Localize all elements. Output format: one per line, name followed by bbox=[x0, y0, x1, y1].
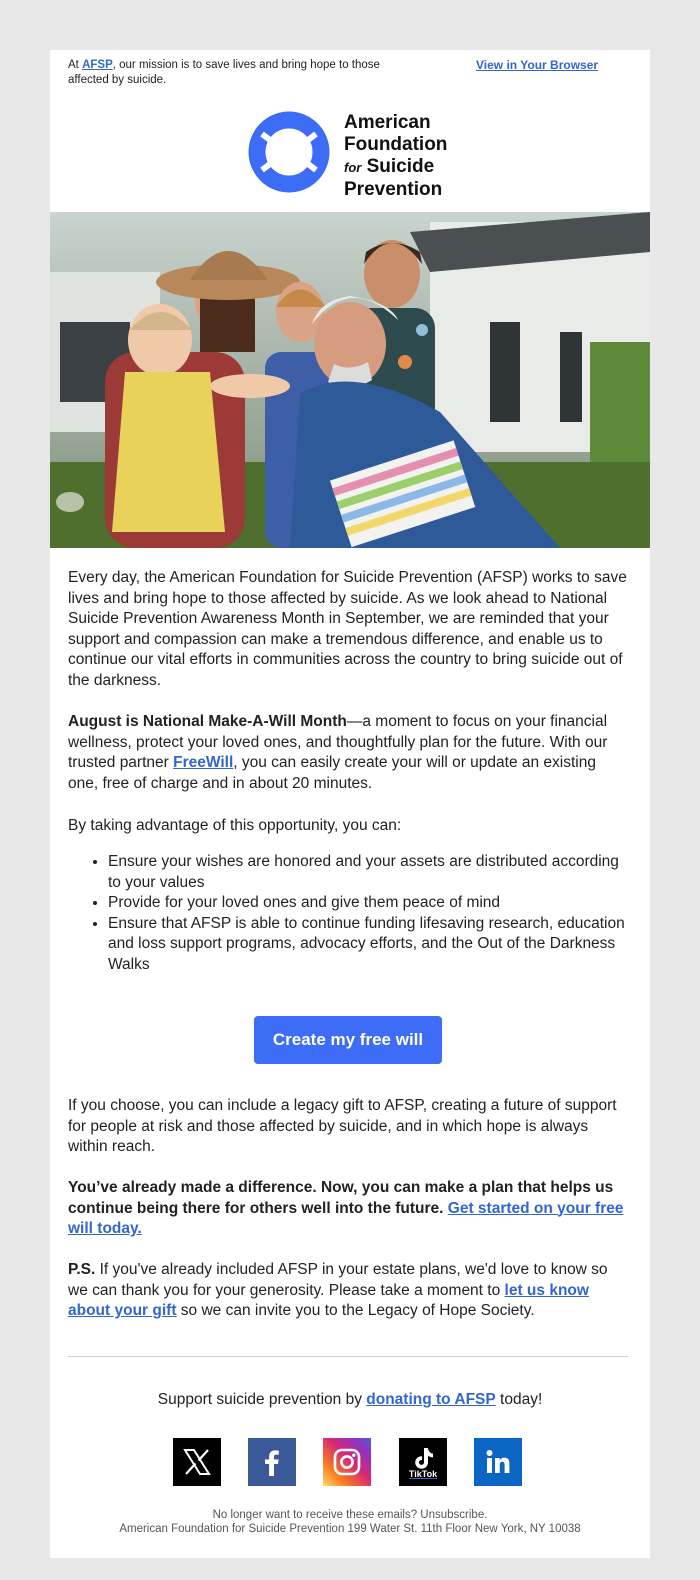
support-line: Support suicide prevention by donating to AFSP today! bbox=[157, 1391, 543, 1408]
family-photo bbox=[50, 212, 650, 548]
list-item: • Ensure your wishes are honored and your assets are distributed according to your values bbox=[108, 852, 628, 893]
benefits-list bbox=[68, 852, 628, 975]
make-a-will-paragraph: August is National Make-A-Will Month—a moment to focus on your financial wellness, protect your loved ones, and thoughtfully plan for the future. With our trusted partner FreeWill, you can easily create your will or update an existing one, free of charge and in about 20 minutes. bbox=[68, 713, 608, 792]
tiktok-icon[interactable] bbox=[399, 1438, 447, 1486]
mailing-address: American Foundation for Suicide Prevention 199 Water St. 11th Floor New York, NY 10038 bbox=[119, 1523, 581, 1535]
hero-image bbox=[50, 212, 650, 548]
instagram-icon[interactable] bbox=[323, 1438, 371, 1486]
list-item: • Provide for your loved ones and give them peace of mind bbox=[108, 893, 628, 914]
divider bbox=[68, 1356, 628, 1357]
linkedin-icon[interactable] bbox=[474, 1438, 522, 1486]
email-card bbox=[50, 50, 650, 1558]
facebook-icon[interactable] bbox=[248, 1438, 296, 1486]
freewill-link[interactable]: FreeWill bbox=[173, 754, 234, 771]
let-us-know-link[interactable]: let us know about your gift bbox=[68, 1281, 589, 1319]
footer bbox=[50, 1508, 650, 1536]
donate-link[interactable]: donating to AFSP bbox=[366, 1391, 496, 1408]
list-item: • Ensure that AFSP is able to continue funding lifesaving research, education and loss support programs, advocacy efforts, and the Out of the Darkness Walks bbox=[108, 914, 628, 976]
difference-paragraph: You’ve already made a difference. Now, you can make a plan that helps us continue being there for others well into the future. Get started on your free will today. bbox=[68, 1179, 624, 1237]
lifebuoy-icon bbox=[248, 110, 330, 194]
view-in-browser-link[interactable]: View in Your Browser bbox=[476, 58, 599, 72]
get-started-link[interactable]: Get started on your free will today. bbox=[68, 1199, 624, 1237]
intro-paragraph: Every day, the American Foundation for Suicide Prevention (AFSP) works to save lives and bring hope to those affected by suicide. As we look ahead to National Suicide Prevention Awareness Month in September, we are reminded that your support and compassion can make a tremendous difference, and enable us to continue our vital efforts in communities across the country to bring suicide out of the darkness. bbox=[68, 569, 627, 689]
preheader-text: At AFSP, our mission is to save lives and bring hope to those affected by suicide. bbox=[68, 59, 380, 86]
create-free-will-button[interactable]: Create my free will bbox=[254, 1016, 442, 1064]
ps-paragraph: P.S. If you've already included AFSP in your estate plans, we'd love to know so we can thank you for your generosity. Please take a moment to let us know about your gift so we can invite you to the Legacy of Hope Society. bbox=[68, 1261, 608, 1319]
x-icon[interactable] bbox=[173, 1438, 221, 1486]
afsp-logo[interactable] bbox=[248, 110, 458, 200]
tiktok-label: TikTok bbox=[408, 1469, 438, 1479]
logo-wordmark: American Foundation for Suicide Prevention bbox=[344, 112, 448, 200]
opportunity-paragraph: By taking advantage of this opportunity, you can: bbox=[68, 817, 402, 834]
legacy-gift-paragraph: If you choose, you can include a legacy gift to AFSP, creating a future of support for people at risk and those affected by suicide, and in which hope is always within reach. bbox=[68, 1097, 617, 1155]
unsubscribe-text[interactable]: No longer want to receive these emails? Unsubscribe. bbox=[212, 1509, 488, 1521]
afsp-link[interactable]: AFSP bbox=[82, 59, 113, 71]
